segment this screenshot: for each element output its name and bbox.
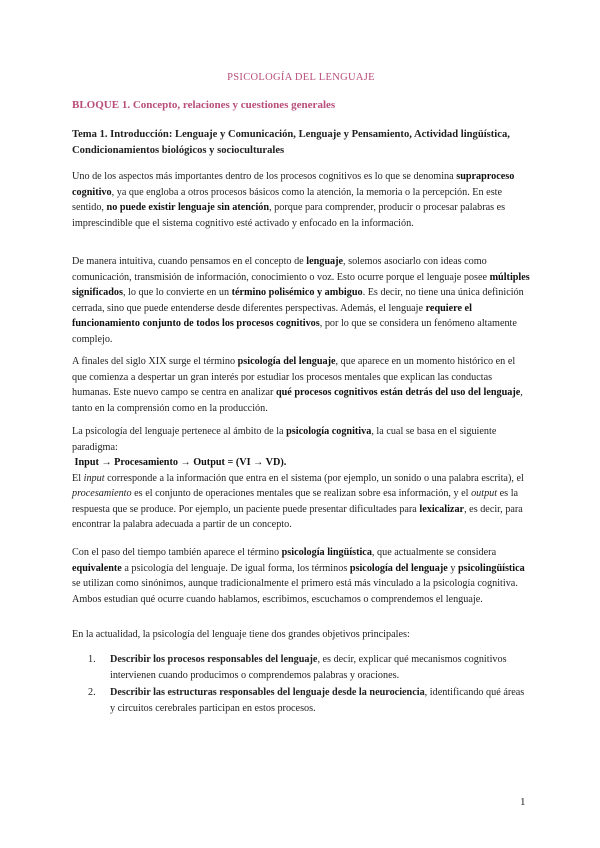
paragraph-6 xyxy=(72,627,530,643)
text: y xyxy=(447,562,458,574)
text: , por lo que se considera un fenómeno altamente complejo. xyxy=(72,318,517,345)
italic-term: input xyxy=(83,472,105,484)
text: corresponde a la información que entra en el sistema (por ejemplo, un sonido o una palabra escrita), el xyxy=(104,472,524,484)
text: , tanto en la comprensión como en la producción. xyxy=(72,387,523,414)
bold-term: requiere el funcionamiento conjunto de todos los procesos cognitivos xyxy=(72,302,472,329)
text: a psicología del lenguaje. De igual forma, los términos xyxy=(121,562,350,574)
bold-term: supraproceso cognitivo xyxy=(72,171,515,198)
list-item xyxy=(72,652,530,683)
text: , solemos asociarlo con ideas como comunicación, transmisión de información, conocimiento o voz. Esto ocurre porque el lenguaje posee xyxy=(72,256,490,283)
page-number: 1 xyxy=(520,796,526,808)
italic-term: output xyxy=(471,488,498,499)
text: , lo que lo convierte en un xyxy=(122,287,232,298)
text: , que actualmente se considera xyxy=(371,547,497,558)
paragraph-1 xyxy=(72,169,530,231)
text: En la actualidad, la psicología del lenguaje tiene dos grandes objetivos principales: xyxy=(72,629,410,640)
bold-term: no puede existir lenguaje sin atención xyxy=(106,202,270,213)
text: La psicología del lenguaje pertenece al ámbito de la xyxy=(72,426,287,437)
bold-term: lenguaje xyxy=(306,256,344,267)
bold-term: psicología del lenguaje xyxy=(237,356,336,367)
text: De manera intuitiva, cuando pensamos en el concepto de xyxy=(72,256,307,267)
bold-term: psicología del lenguaje xyxy=(349,562,448,574)
bold-term: psicolingüística xyxy=(457,562,525,574)
paradigm-formula: Input → Procesamiento → Output = (VI → VD). xyxy=(74,457,287,468)
bold-term: psicología lingüística xyxy=(281,547,372,558)
text: . Es decir, no tiene una única definición cerrada, sino que puede entenderse desde diferentes perspectivas. Además, el lenguaje xyxy=(72,287,524,314)
text: , es decir, explicar qué mecanismos cognitivos intervienen cuando producimos o comprendemos palabras y oraciones. xyxy=(110,654,507,681)
text: , es decir, para encontrar la palabra adecuada a partir de un concepto. xyxy=(72,503,523,530)
text: A finales del siglo XIX surge el término xyxy=(72,356,238,367)
text: El xyxy=(72,472,84,484)
bold-term: múltiples significados xyxy=(72,271,530,298)
text: , la cual se basa en el siguiente paradigma: xyxy=(72,426,497,453)
text: se utilizan como sinónimos, aunque tradicionalmente el primero está más vinculado a la psicología cognitiva. Ambos estudian qué ocurre cuando hablamos, escribimos, escuchamos o comprendemos el lenguaje. xyxy=(72,578,518,605)
text: Uno de los aspectos más importantes dentro de los procesos cognitivos es lo que se denomina xyxy=(72,171,457,182)
italic-term: procesamiento xyxy=(72,488,132,499)
paragraph-4 xyxy=(72,424,530,533)
text: , ya que engloba a otros procesos básicos como la atención, la memoria o la percepción. En este sentido, xyxy=(72,186,503,213)
text: , que aparece en un momento histórico en el que comienza a despertar un gran interés por estudiar los procesos mentales que explican las conductas humanas. Este nuevo campo se centra en analizar xyxy=(72,356,516,398)
list-number: 2. xyxy=(88,687,96,698)
text: , porque para comprender, producir o procesar palabras es imprescindible que el sistema cognitivo esté activado y enfocado en la información. xyxy=(72,202,506,229)
bold-term: lexicalizar xyxy=(419,503,465,515)
text: es el conjunto de operaciones mentales que se realizan sobre esa información, y el xyxy=(131,488,472,499)
text: , identificando qué áreas y circuitos cerebrales participan en estos procesos. xyxy=(110,687,525,714)
bold-term: equivalente xyxy=(72,562,122,574)
bold-term: término polisémico y ambiguo xyxy=(231,287,363,298)
text: Con el paso del tiempo también aparece el término xyxy=(72,547,282,558)
list-item xyxy=(72,685,530,716)
text: es la respuesta que se produce. Por ejemplo, un paciente puede presentar dificultades para xyxy=(72,488,519,515)
paragraph-5 xyxy=(72,545,530,607)
bold-term: qué procesos cognitivos están detrás del uso del lenguaje xyxy=(275,387,521,398)
paragraph-3 xyxy=(72,354,530,416)
document-title: PSICOLOGÍA DEL LENGUAJE xyxy=(227,72,375,83)
bold-term: psicología cognitiva xyxy=(286,426,372,437)
topic-heading: Tema 1. Introducción: Lenguaje y Comunicación, Lenguaje y Pensamiento, Actividad lingüística, Condicionamientos biológicos y socioculturales xyxy=(72,129,510,156)
block-heading: BLOQUE 1. Concepto, relaciones y cuestiones generales xyxy=(72,99,336,111)
paragraph-2 xyxy=(72,254,530,347)
bold-term: Describir las estructuras responsables del lenguaje desde la neurociencia xyxy=(110,687,425,698)
list-number: 1. xyxy=(88,654,96,665)
objectives-list xyxy=(72,652,530,718)
bold-term: Describir los procesos responsables del lenguaje xyxy=(110,654,318,665)
